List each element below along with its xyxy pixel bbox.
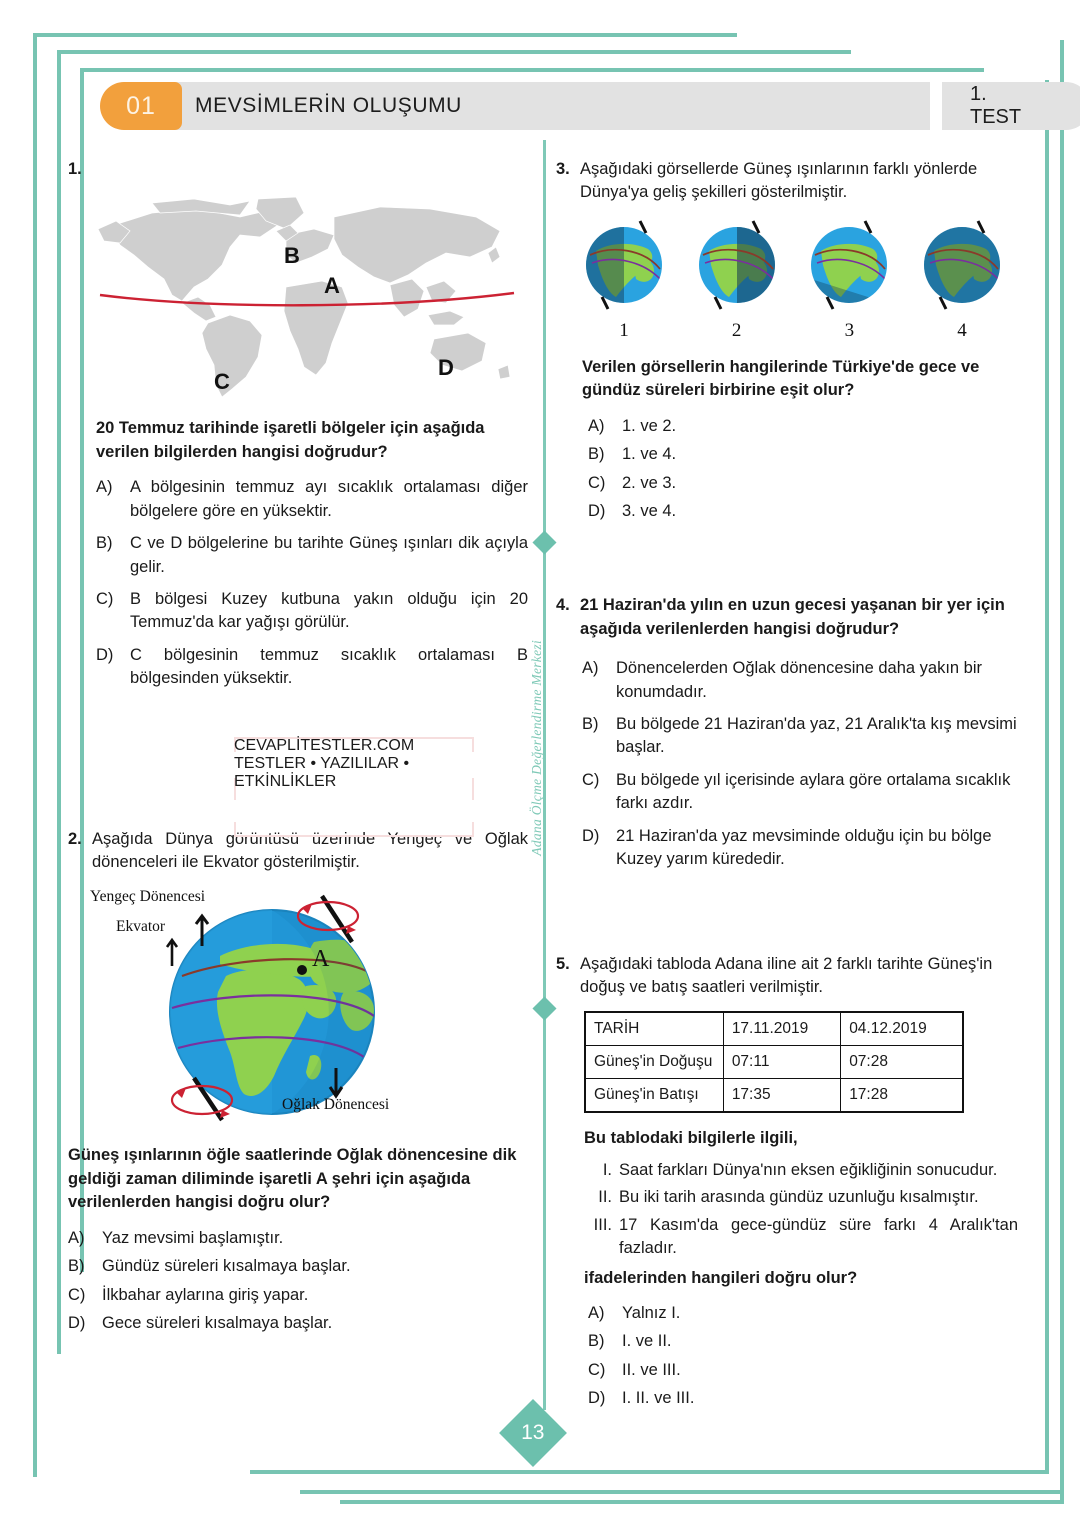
option-text: 1. ve 2. [622,416,677,435]
question-2-intro: Aşağıda Dünya görüntüsü üzerinde Yengeç ve Oğlak dönenceleri ile Ekvator gösterilmiştir. [92,829,528,872]
label-city-a: A [312,946,330,973]
question-5-options [588,1302,1018,1411]
option-text: I. ve II. [622,1332,672,1351]
option-text: 3. ve 4. [622,501,677,520]
question-2-number: 2. [68,829,82,848]
page-header [100,82,1022,130]
map-label-d: D [438,355,454,381]
option-item[interactable] [588,443,1018,466]
map-label-c: C [214,369,230,395]
question-3 [556,158,1018,523]
globe-caption: 4 [957,319,967,341]
table-cell: TARİH [585,1012,723,1046]
question-3-intro-row [556,158,1018,205]
option-item[interactable] [582,825,1018,872]
option-text: Yaz mevsimi başlamıştır. [102,1228,284,1247]
option-key: C) [582,770,600,789]
option-item[interactable] [96,644,528,691]
option-text: Yalnız I. [622,1303,681,1322]
option-text: 2. ve 3. [622,473,677,492]
statement-key: III. [593,1215,612,1234]
map-label-a: A [324,273,340,299]
label-equator: Ekvator [116,918,166,936]
divider-diamond-upper [532,530,556,554]
question-1-stem: 20 Temmuz tarihinde işaretli bölgeler için aşağıda verilen bilgilerden hangisi doğrudur? [96,419,485,461]
option-item[interactable] [68,1227,528,1250]
statement-item [582,1186,1018,1209]
option-key: C) [96,589,114,608]
option-text: A bölgesinin temmuz ayı sıcaklık ortalaması diğer bölgelere göre en yüksektir. [130,478,528,520]
option-key: A) [588,1303,605,1322]
option-item[interactable] [588,1387,1018,1410]
table-cell: 04.12.2019 [841,1012,963,1046]
watermark [234,737,470,833]
option-text: I. II. ve III. [622,1389,695,1408]
page-number-text: 13 [521,1420,545,1444]
option-item[interactable] [96,476,528,523]
option-item[interactable] [582,713,1018,760]
globe-caption: 3 [844,319,855,341]
option-text: B bölgesi Kuzey kutbuna yakın olduğu için 20 Temmuz'da kar yağışı görülür. [130,589,528,632]
question-3-intro: Aşağıdaki görsellerde Güneş ışınlarının farklı yönlerde Dünya'ya geliş şekilleri gösterilmiştir. [580,160,978,202]
option-item[interactable] [588,472,1018,495]
option-key: B) [68,1257,85,1276]
option-key: D) [582,826,600,845]
option-item[interactable] [68,1284,528,1307]
globe-item [803,219,895,342]
label-tropic-of-cancer: Yengeç Dönencesi [90,888,206,906]
option-key: B) [582,715,599,734]
globe-4-icon [916,219,1008,311]
option-key: A) [96,478,113,497]
table-row [585,1012,963,1046]
globe-caption: 2 [731,319,742,341]
option-item[interactable] [68,1312,528,1335]
statement-text: Bu iki tarih arasında gündüz uzunluğu kısalmıştır. [619,1188,979,1207]
divider-diamond-lower [532,996,556,1020]
globe-item [691,219,783,342]
question-4-options [582,657,1018,871]
option-text: II. ve III. [622,1360,681,1379]
page-title: MEVSİMLERİN OLUŞUMU [195,94,462,117]
option-item[interactable] [588,415,1018,438]
statement-text: Saat farkları Dünya'nın eksen eğikliğinin sonucudur. [619,1160,998,1179]
statement-key: II. [598,1188,612,1207]
table-cell: 17:35 [723,1079,840,1113]
option-text: Dönencelerden Oğlak dönencesine daha yakın bir konumdadır. [616,659,982,701]
question-5-statements [582,1159,1018,1261]
table-cell: 17:28 [841,1079,963,1113]
question-4-number: 4. [556,596,570,615]
option-text: C ve D bölgelerine bu tarihte Güneş ışınları dik açıyla gelir. [130,534,528,576]
publisher-side-note: Adana Ölçme Değerlendirme Merkezi [529,640,544,856]
table-cell: 17.11.2019 [723,1012,840,1046]
question-5-stem: ifadelerinden hangileri doğru olur? [584,1268,858,1287]
option-item[interactable] [588,1302,1018,1325]
option-item[interactable] [582,769,1018,816]
table-row [585,1046,963,1079]
sunlight-globes-figure [578,219,1008,342]
label-tropic-of-capricorn: Oğlak Dönencesi [282,1096,390,1114]
right-column [556,158,1018,1416]
option-key: D) [96,645,114,664]
statement-text: 17 Kasım'da gece-gündüz süre farkı 4 Aralık'tan fazladır. [619,1215,1018,1258]
map-label-b: B [284,243,300,269]
question-5 [556,953,1018,1411]
option-text: 1. ve 4. [622,445,677,464]
globe-item [916,219,1008,342]
question-1 [68,158,528,691]
question-2 [68,828,528,1336]
option-item[interactable] [588,1359,1018,1382]
table-cell: Güneş'in Batışı [585,1079,723,1113]
table-cell: Güneş'in Doğuşu [585,1046,723,1079]
option-key: A) [68,1228,85,1247]
option-key: B) [588,445,605,464]
option-item[interactable] [96,532,528,579]
option-item[interactable] [68,1255,528,1278]
globe-caption: 1 [619,319,629,341]
table-cell: 07:28 [841,1046,963,1079]
question-5-intro: Aşağıdaki tabloda Adana iline ait 2 farklı tarihte Güneş'in doğuş ve batış saatleri verilmiştir. [580,954,993,997]
option-item[interactable] [582,657,1018,704]
globe-2-icon [691,219,783,311]
globe-3-icon [803,219,895,311]
option-text: 21 Haziran'da yaz mevsiminde olduğu için bu bölge Kuzey yarım kürededir. [616,826,992,869]
question-4-stem-row [556,594,1018,641]
question-5-number: 5. [556,954,570,973]
option-text: Gece süreleri kısalmaya başlar. [102,1314,333,1333]
question-3-options [588,415,1018,524]
option-key: B) [588,1332,605,1351]
question-1-number: 1. [68,160,82,178]
statement-key: I. [602,1160,612,1179]
question-3-stem: Verilen görsellerin hangilerinde Türkiye'de gece ve gündüz süreleri birbirine eşit olur? [582,357,980,400]
question-4-stem: 21 Haziran'da yılın en uzun gecesi yaşanan bir yer için aşağıda verilenlerden hangisi doğrudur? [580,596,1005,638]
table-cell: 07:11 [723,1046,840,1079]
option-key: D) [588,501,606,520]
option-key: A) [588,416,605,435]
option-item[interactable] [588,500,1018,523]
option-key: A) [582,659,599,678]
question-5-lead: Bu tablodaki bilgilerle ilgili, [584,1129,798,1148]
option-key: C) [588,473,606,492]
question-2-options [68,1227,528,1336]
option-key: C) [68,1285,86,1304]
option-item[interactable] [588,1330,1018,1353]
globe-1-icon [578,219,670,311]
table-row [585,1079,963,1113]
statement-item [582,1159,1018,1182]
question-3-number: 3. [556,160,570,178]
test-label: 1. TEST [970,83,1022,128]
sunrise-sunset-table [584,1011,964,1113]
option-key: C) [588,1360,606,1379]
option-text: Bu bölgede 21 Haziran'da yaz, 21 Aralık'ta kış mevsimi başlar. [616,715,1017,757]
world-map-figure [90,191,520,403]
question-5-intro-row [556,953,1018,1000]
option-key: D) [68,1314,86,1333]
option-text: C bölgesinin temmuz sıcaklık ortalaması B bölgesinden yüksektir. [130,645,528,688]
watermark-domain: CEVAPLİTESTLER.COM [234,737,415,754]
option-key: B) [96,534,113,553]
question-1-options [96,476,528,690]
option-text: İlkbahar aylarına giriş yapar. [102,1285,309,1304]
option-key: D) [588,1389,606,1408]
statement-item [582,1214,1018,1261]
world-map-svg [90,191,520,403]
option-item[interactable] [96,588,528,635]
question-1-number-row [68,158,528,181]
question-2-stem: Güneş ışınlarının öğle saatlerinde Oğlak dönencesine dik geldiği zaman diliminde işaretli A şehri için aşağıda verilenlerden hangisi doğru olur? [68,1146,517,1212]
watermark-tagline: TESTLER • YAZILILAR • ETKİNLİKLER [234,755,410,790]
option-text: Gündüz süreleri kısalmaya başlar. [102,1257,351,1276]
option-text: Bu bölgede yıl içerisinde aylara göre ortalama sıcaklık farkı azdır. [616,770,1011,813]
unit-number-badge: 01 [100,82,182,130]
earth-globe-figure [86,880,526,1130]
globe-item [578,219,670,342]
question-4 [556,594,1018,871]
